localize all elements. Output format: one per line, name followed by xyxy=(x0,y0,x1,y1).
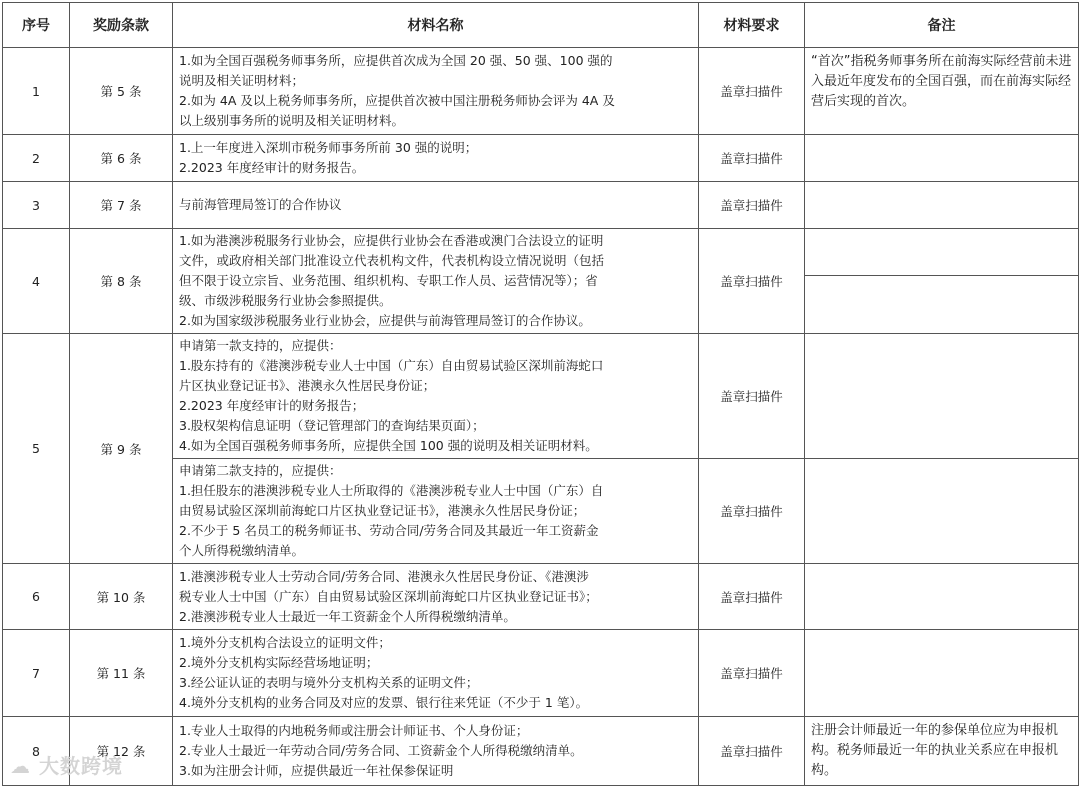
row-no: 4 xyxy=(3,229,70,334)
row-material xyxy=(173,334,699,459)
material-line: 1.专业人士取得的内地税务师或注册会计师证书、个人身份证； xyxy=(179,723,529,738)
material-line: 税专业人士中国（广东）自由贸易试验区深圳前海蛇口片区执业登记证书》； xyxy=(179,588,598,604)
material-line: 4.如为全国百强税务师事务所，应提供全国 100 强的说明及相关证明材料。 xyxy=(179,438,598,453)
material-line: 3.股权架构信息证明（登记管理部门的查询结果页面）； xyxy=(179,418,485,433)
table-row xyxy=(3,630,1079,717)
material-line: 由贸易试验区深圳前海蛇口片区执业登记证书》，港澳永久性居民身份证； xyxy=(179,503,586,518)
header-row xyxy=(3,3,1079,48)
material-line: 以上级别事务所的说明及相关证明材料。 xyxy=(179,113,405,128)
row-clause: 第 10 条 xyxy=(70,564,173,630)
row-no: 3 xyxy=(3,182,70,229)
row-note xyxy=(805,459,1079,564)
material-line: 1.股东持有的《港澳涉税专业人士中国（广东）自由贸易试验区深圳前海蛇口 xyxy=(179,358,604,373)
material-line: 3.经公证认证的表明与境外分支机构关系的证明文件； xyxy=(179,675,479,690)
row-note xyxy=(805,564,1079,630)
table-row xyxy=(3,229,1079,276)
material-line: 1.如为全国百强税务师事务所，应提供首次成为全国 20 强、50 强、100 强的 xyxy=(179,53,613,68)
table-row xyxy=(3,334,1079,459)
table-row xyxy=(3,182,1079,229)
material-line: 2.如为 4A 及以上税务师事务所，应提供首次被中国注册税务师协会评为 4A 及 xyxy=(179,93,615,108)
material-line: 1.担任股东的港澳涉税专业人士所取得的《港澳涉税专业人士中国（广东）自 xyxy=(179,483,604,498)
watermark-icon: ☁ xyxy=(10,754,31,778)
material-line: 1.境外分支机构合法设立的证明文件； xyxy=(179,635,391,650)
table-row xyxy=(3,135,1079,182)
material-line: 3.如为注册会计师，应提供最近一年社保参保证明 xyxy=(179,763,454,778)
row-material xyxy=(173,717,699,786)
watermark-logo xyxy=(10,750,123,779)
row-no: 2 xyxy=(3,135,70,182)
material-line: 说明及相关证明材料； xyxy=(179,73,305,88)
row-note xyxy=(805,229,1079,276)
row-no: 5 xyxy=(3,334,70,564)
row-material xyxy=(173,459,699,564)
row-no: 6 xyxy=(3,564,70,630)
header-note: 备注 xyxy=(805,3,1079,48)
row-material xyxy=(173,564,699,630)
material-line: 片区执业登记证书》、港澳永久性居民身份证； xyxy=(179,378,436,393)
material-line: 2.不少于 5 名员工的税务师证书、劳动合同/劳务合同及其最近一年工资薪金 xyxy=(179,523,599,538)
material-line: 文件，或政府相关部门批准设立代表机构文件，代表机构设立情况说明（包括 xyxy=(179,253,605,268)
material-line: 1.上一年度进入深圳市税务师事务所前 30 强的说明； xyxy=(179,140,478,155)
row-note xyxy=(805,630,1079,717)
row-no: 8 xyxy=(3,717,70,786)
material-line: 1.港澳涉税专业人士劳动合同/劳务合同、港澳永久性居民身份证、《港澳涉 xyxy=(179,568,589,584)
material-line: 4.境外分支机构的业务合同及对应的发票、银行往来凭证（不少于 1 笔）。 xyxy=(179,695,589,710)
row-requirement: 盖章扫描件 xyxy=(699,630,805,717)
material-line: 但不限于设立宗旨、业务范围、组织机构、专职工作人员、运营情况等）；省 xyxy=(179,273,598,288)
material-line: 2.2023 年度经审计的财务报告； xyxy=(179,398,365,413)
row-note xyxy=(805,334,1079,459)
table-row xyxy=(3,564,1079,630)
row-clause: 第 7 条 xyxy=(70,182,173,229)
row-material xyxy=(173,229,699,334)
row-note-sub xyxy=(805,276,1079,334)
material-line: 2.专业人士最近一年劳动合同/劳务合同、工资薪金个人所得税缴纳清单。 xyxy=(179,743,583,758)
row-note xyxy=(805,135,1079,182)
row-clause: 第 9 条 xyxy=(70,334,173,564)
watermark-text: 大数跨境 xyxy=(38,754,123,778)
table-row xyxy=(3,48,1079,135)
header-material: 材料名称 xyxy=(173,3,699,48)
row-clause: 第 12 条 xyxy=(70,717,173,786)
row-clause: 第 6 条 xyxy=(70,135,173,182)
row-no: 7 xyxy=(3,630,70,717)
row-material xyxy=(173,135,699,182)
row-requirement: 盖章扫描件 xyxy=(699,135,805,182)
header-clause: 奖励条款 xyxy=(70,3,173,48)
material-line: 2.2023 年度经审计的财务报告。 xyxy=(179,160,365,175)
row-requirement: 盖章扫描件 xyxy=(699,48,805,135)
material-line: 个人所得税缴纳清单。 xyxy=(179,543,305,558)
table-row xyxy=(3,717,1079,786)
materials-table xyxy=(2,2,1079,786)
row-material xyxy=(173,630,699,717)
row-clause: 第 5 条 xyxy=(70,48,173,135)
material-line: 2.如为国家级涉税服务业行业协会，应提供与前海管理局签订的合作协议。 xyxy=(179,313,591,328)
material-line: 申请第二款支持的，应提供： xyxy=(179,463,342,478)
row-requirement: 盖章扫描件 xyxy=(699,717,805,786)
header-no: 序号 xyxy=(3,3,70,48)
material-line: 1.如为港澳涉税服务行业协会，应提供行业协会在香港或澳门合法设立的证明 xyxy=(179,233,604,248)
material-line: 级、市级涉税服务行业协会参照提供。 xyxy=(179,293,392,308)
header-requirement: 材料要求 xyxy=(699,3,805,48)
row-note: “首次”指税务师事务所在前海实际经营前未进入最近年度发布的全国百强，而在前海实际经营后实现的首次。 xyxy=(805,48,1079,135)
row-note xyxy=(805,182,1079,229)
material-line: 2.港澳涉税专业人士最近一年工资薪金个人所得税缴纳清单。 xyxy=(179,608,516,624)
row-clause: 第 8 条 xyxy=(70,229,173,334)
row-clause: 第 11 条 xyxy=(70,630,173,717)
row-note: 注册会计师最近一年的参保单位应为申报机构。税务师最近一年的执业关系应在申报机构。 xyxy=(805,717,1079,786)
row-requirement: 盖章扫描件 xyxy=(699,459,805,564)
row-no: 1 xyxy=(3,48,70,135)
material-line: 与前海管理局签订的合作协议 xyxy=(179,197,342,212)
row-requirement: 盖章扫描件 xyxy=(699,334,805,459)
row-material xyxy=(173,182,699,229)
material-line: 申请第一款支持的，应提供： xyxy=(179,338,342,353)
row-requirement: 盖章扫描件 xyxy=(699,182,805,229)
row-material xyxy=(173,48,699,135)
material-line: 2.境外分支机构实际经营场地证明； xyxy=(179,655,379,670)
row-requirement: 盖章扫描件 xyxy=(699,229,805,334)
row-requirement: 盖章扫描件 xyxy=(699,564,805,630)
